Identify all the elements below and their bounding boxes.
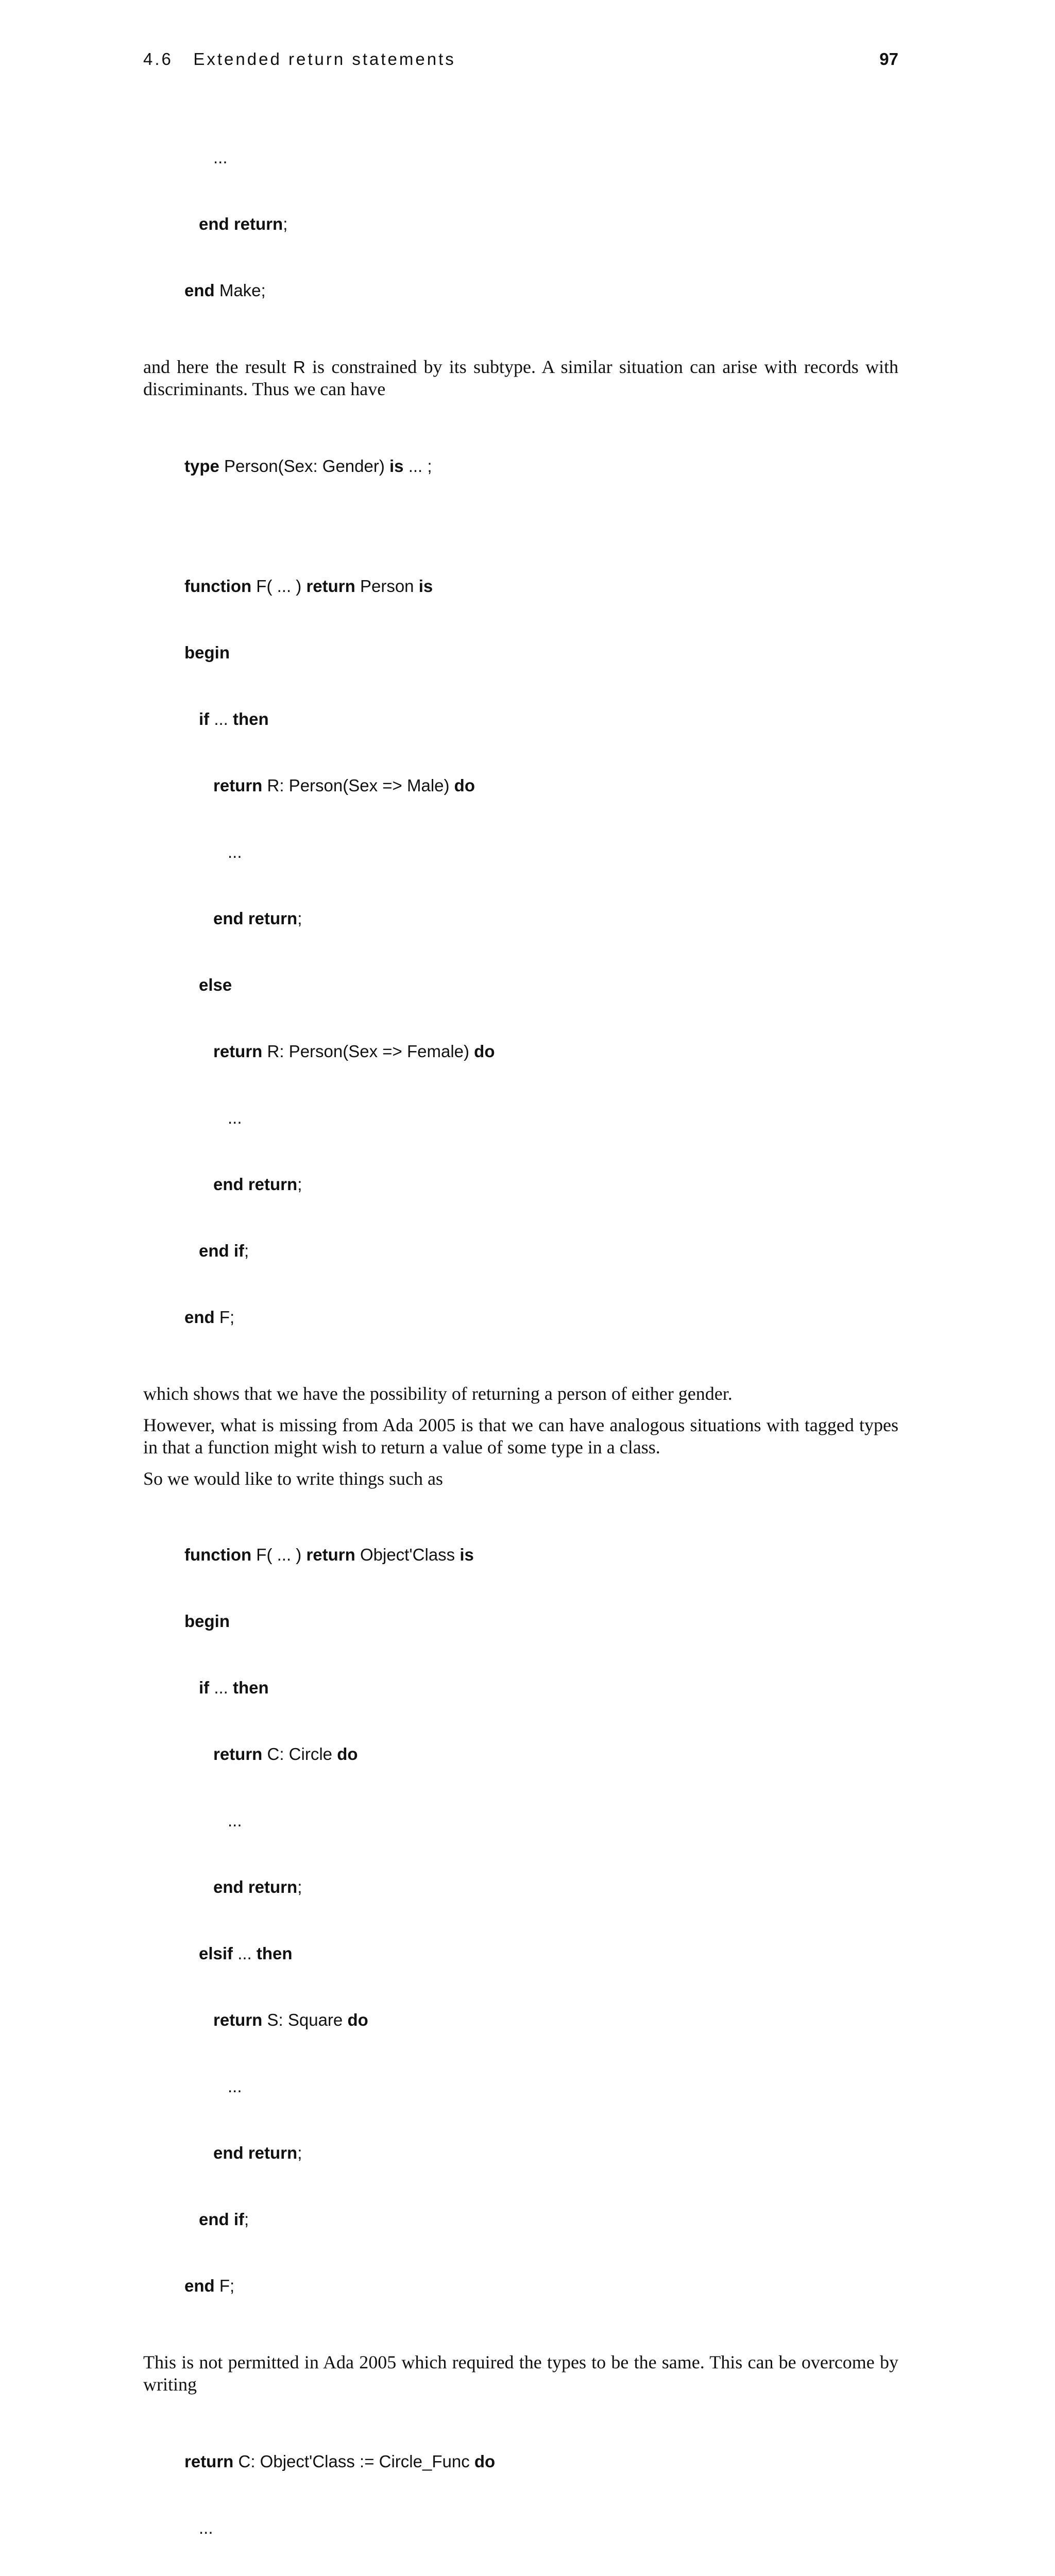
code-keyword: end return — [213, 1175, 298, 1194]
paragraph-tagged-types: However, what is missing from Ada 2005 is that we can have analogous situations with tagged types in that a function might wish to return a value of some type in a class. — [143, 1415, 898, 1458]
code-keyword: then — [233, 1678, 269, 1697]
code-keyword: return — [213, 776, 263, 795]
code-keyword: end return — [199, 214, 283, 233]
code-line — [184, 774, 898, 796]
running-section-title: 4.6 Extended return statements — [143, 49, 456, 69]
code-keyword: function — [184, 577, 252, 596]
code-line — [184, 708, 898, 730]
code-text: ... — [228, 842, 242, 861]
code-line — [184, 1107, 898, 1129]
code-keyword: begin — [184, 1612, 230, 1631]
code-text: ; — [283, 214, 288, 233]
code-block-return-circle-func — [184, 2406, 898, 2576]
code-line — [184, 841, 898, 863]
code-text: C: Object'Class := Circle_Func — [233, 2452, 474, 2471]
code-keyword: do — [454, 776, 475, 795]
prose-text: and here the result — [143, 357, 293, 377]
code-line — [184, 575, 898, 597]
code-keyword: return — [213, 2010, 263, 2029]
code-block-type-person — [184, 411, 898, 521]
code-keyword: if — [199, 709, 210, 728]
code-keyword: do — [474, 1042, 495, 1061]
code-line — [184, 1876, 898, 1898]
code-keyword: else — [199, 975, 232, 994]
code-line — [184, 2275, 898, 2297]
code-keyword: elsif — [199, 1944, 233, 1963]
code-keyword: end return — [213, 2143, 298, 2162]
code-text: ... — [233, 1944, 257, 1963]
code-text: S: Square — [262, 2010, 348, 2029]
code-keyword: return — [184, 2452, 234, 2471]
code-line — [184, 974, 898, 996]
code-keyword: is — [460, 1545, 474, 1564]
code-text: ... — [199, 2518, 213, 2537]
page-content — [143, 102, 898, 2576]
code-text: ... — [228, 1108, 242, 1127]
code-line — [184, 907, 898, 929]
code-text: F; — [214, 1308, 235, 1327]
code-keyword: return — [306, 577, 355, 596]
code-line — [184, 279, 898, 301]
code-text: F( ... ) — [251, 577, 307, 596]
inline-code: R — [293, 358, 305, 377]
code-keyword: return — [213, 1744, 263, 1764]
code-line — [184, 2450, 898, 2472]
code-text: ; — [297, 909, 302, 928]
code-text: F; — [214, 2276, 235, 2295]
code-keyword: return — [213, 1042, 263, 1061]
code-line — [184, 146, 898, 168]
code-line — [184, 1676, 898, 1699]
code-line — [184, 1240, 898, 1262]
code-block-function-class — [184, 1499, 898, 2341]
code-line — [184, 2075, 898, 2097]
page-number: 97 — [879, 49, 898, 69]
code-line — [184, 213, 898, 235]
code-text: ; — [297, 2143, 302, 2162]
code-keyword: do — [347, 2010, 368, 2029]
code-text: ... — [213, 148, 228, 167]
code-keyword: function — [184, 1545, 252, 1564]
code-line — [184, 1942, 898, 1964]
code-text: Make; — [214, 281, 266, 300]
code-text: ; — [244, 1241, 249, 1260]
code-line — [184, 455, 898, 477]
code-text: Object'Class — [355, 1545, 460, 1564]
paragraph-write-things: So we would like to write things such as — [143, 1468, 443, 1489]
code-line — [184, 1306, 898, 1328]
code-line — [184, 2517, 898, 2539]
paragraph-not-permitted: This is not permitted in Ada 2005 which required the types to be the same. This can be overcome by writing — [143, 2352, 898, 2395]
prose-text: is constrained by its subtype. A similar situation can arise with records with discriminants. Thus we can have — [143, 357, 898, 399]
code-keyword: is — [389, 456, 404, 476]
code-text: F( ... ) — [251, 1545, 307, 1564]
code-block-function-person — [184, 531, 898, 1372]
code-text: R: Person(Sex => Female) — [262, 1042, 474, 1061]
code-line — [184, 641, 898, 664]
code-line — [184, 1544, 898, 1566]
code-text: Person(Sex: Gender) — [219, 456, 390, 476]
code-keyword: end — [184, 1308, 215, 1327]
code-keyword: is — [418, 577, 433, 596]
code-text: Person — [355, 577, 419, 596]
code-line — [184, 2009, 898, 2031]
code-keyword: type — [184, 456, 219, 476]
code-text: ... — [209, 1678, 233, 1697]
code-keyword: end if — [199, 1241, 244, 1260]
code-text: ; — [244, 2210, 249, 2229]
code-line — [184, 1809, 898, 1832]
code-keyword: end — [184, 2276, 215, 2295]
code-line — [184, 1610, 898, 1632]
code-keyword: if — [199, 1678, 210, 1697]
code-line — [184, 2142, 898, 2164]
code-keyword: end if — [199, 2210, 244, 2229]
book-page — [143, 0, 898, 2537]
code-text: R: Person(Sex => Male) — [262, 776, 454, 795]
code-keyword: end return — [213, 909, 298, 928]
code-keyword: begin — [184, 643, 230, 662]
code-line — [184, 2208, 898, 2230]
code-keyword: end return — [213, 1877, 298, 1896]
paragraph-result-constrained — [143, 356, 898, 400]
code-block-make-end — [184, 102, 898, 346]
code-text: ... — [228, 2077, 242, 2096]
code-keyword: end — [184, 281, 215, 300]
code-keyword: do — [474, 2452, 496, 2471]
code-keyword: then — [233, 709, 269, 728]
code-text: ; — [297, 1877, 302, 1896]
code-keyword: do — [337, 1744, 358, 1764]
page-header — [143, 49, 898, 75]
code-text: ... — [209, 709, 233, 728]
code-keyword: then — [256, 1944, 293, 1963]
code-text: C: Circle — [262, 1744, 337, 1764]
code-line — [184, 1040, 898, 1062]
code-keyword: return — [306, 1545, 355, 1564]
code-text: ... — [228, 1811, 242, 1830]
code-text: ... ; — [403, 456, 432, 476]
paragraph-either-gender: which shows that we have the possibility of returning a person of either gender. — [143, 1383, 733, 1404]
code-line — [184, 1173, 898, 1195]
code-line — [184, 1743, 898, 1765]
code-text: ; — [297, 1175, 302, 1194]
